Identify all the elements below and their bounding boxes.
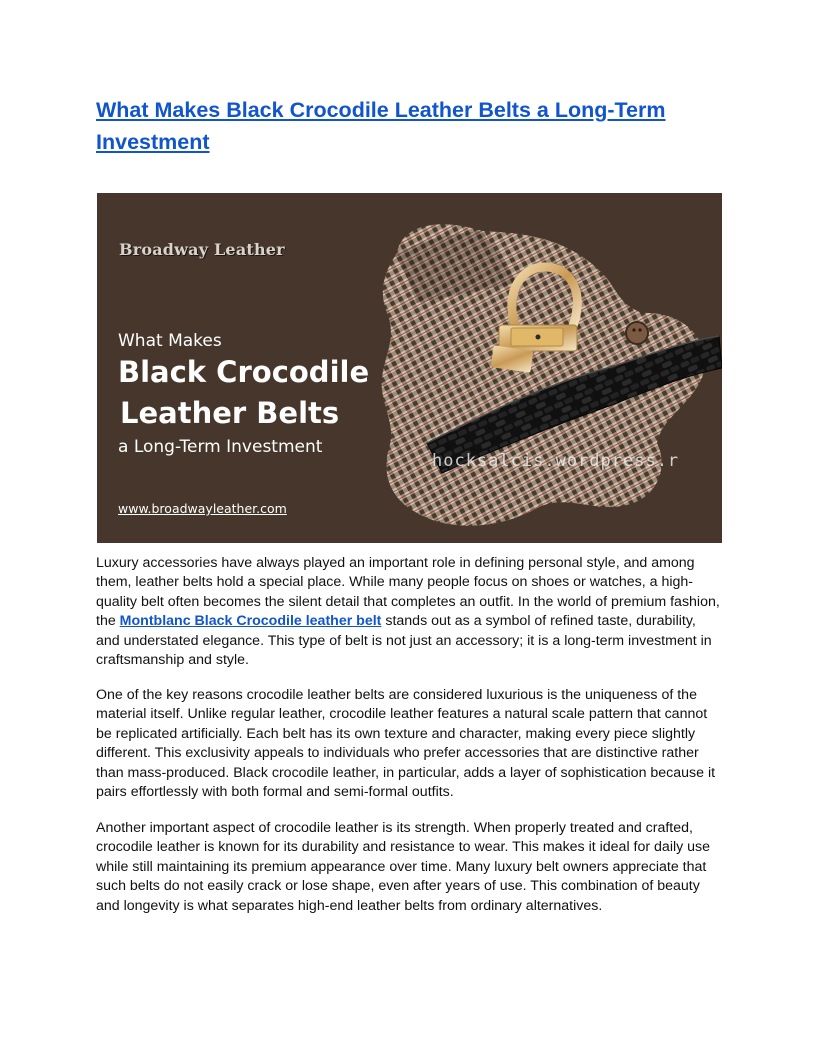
montblanc-belt-link[interactable]: Montblanc Black Crocodile leather belt — [119, 613, 382, 630]
article-title-link[interactable]: What Makes Black Crocodile Leather Belts a Long-Term Investment — [96, 98, 666, 154]
article-title[interactable] — [96, 94, 716, 158]
paragraph-intro — [96, 554, 722, 670]
banner-watermark: hocksalcis.wordpress.r — [432, 451, 680, 471]
paragraph-strength: Another important aspect of crocodile leather is its strength. When properly treated and crafted, crocodile leather is known for its durability and resistance to wear. This makes it ideal for daily use while still maintaining its premium appearance over time. Many luxury belt owners appreciate that such belts do not easily crack or lose shape, even after years of use. This combination of beauty and longevity is what separates high-end leather belts from ordinary alternatives. — [96, 820, 711, 914]
banner-subline: a Long-Term Investment — [118, 437, 323, 457]
banner-headline-1: Black Crocodile — [118, 355, 370, 389]
banner-url: www.broadwayleather.com — [118, 501, 287, 516]
hero-banner-image — [97, 193, 722, 543]
paragraph-uniqueness: One of the key reasons crocodile leather belts are considered luxurious is the uniqueness of the material itself. Unlike regular leather, crocodile leather features a natural scale pattern that cannot be replicated artificially. Each belt has its own texture and character, making every piece slightly different. This exclusivity appeals to individuals who prefer accessories that are distinctive rather than mass-produced. Black crocodile leather, in particular, adds a layer of sophistication because it pairs effortlessly with both formal and semi-formal outfits. — [96, 687, 716, 801]
paragraph-intro-text-1: Luxury accessories have always played an important role in defining personal style, and among them, leather belts hold a special place. While many people focus on shoes or watches, a high-quality belt often becomes the silent detail that completes an outfit. In the world of premium fashion, the — [96, 555, 720, 630]
paragraph-intro-text-2: stands out as a symbol of refined taste, durability, and understated elegance. This type of belt is not just an accessory; it is a long-term investment in craftsmanship and style. — [96, 613, 712, 669]
banner-headline-2: Leather Belts — [120, 396, 340, 430]
banner-line-what-makes: What Makes — [118, 331, 222, 351]
banner-brand: Broadway Leather — [119, 240, 285, 259]
